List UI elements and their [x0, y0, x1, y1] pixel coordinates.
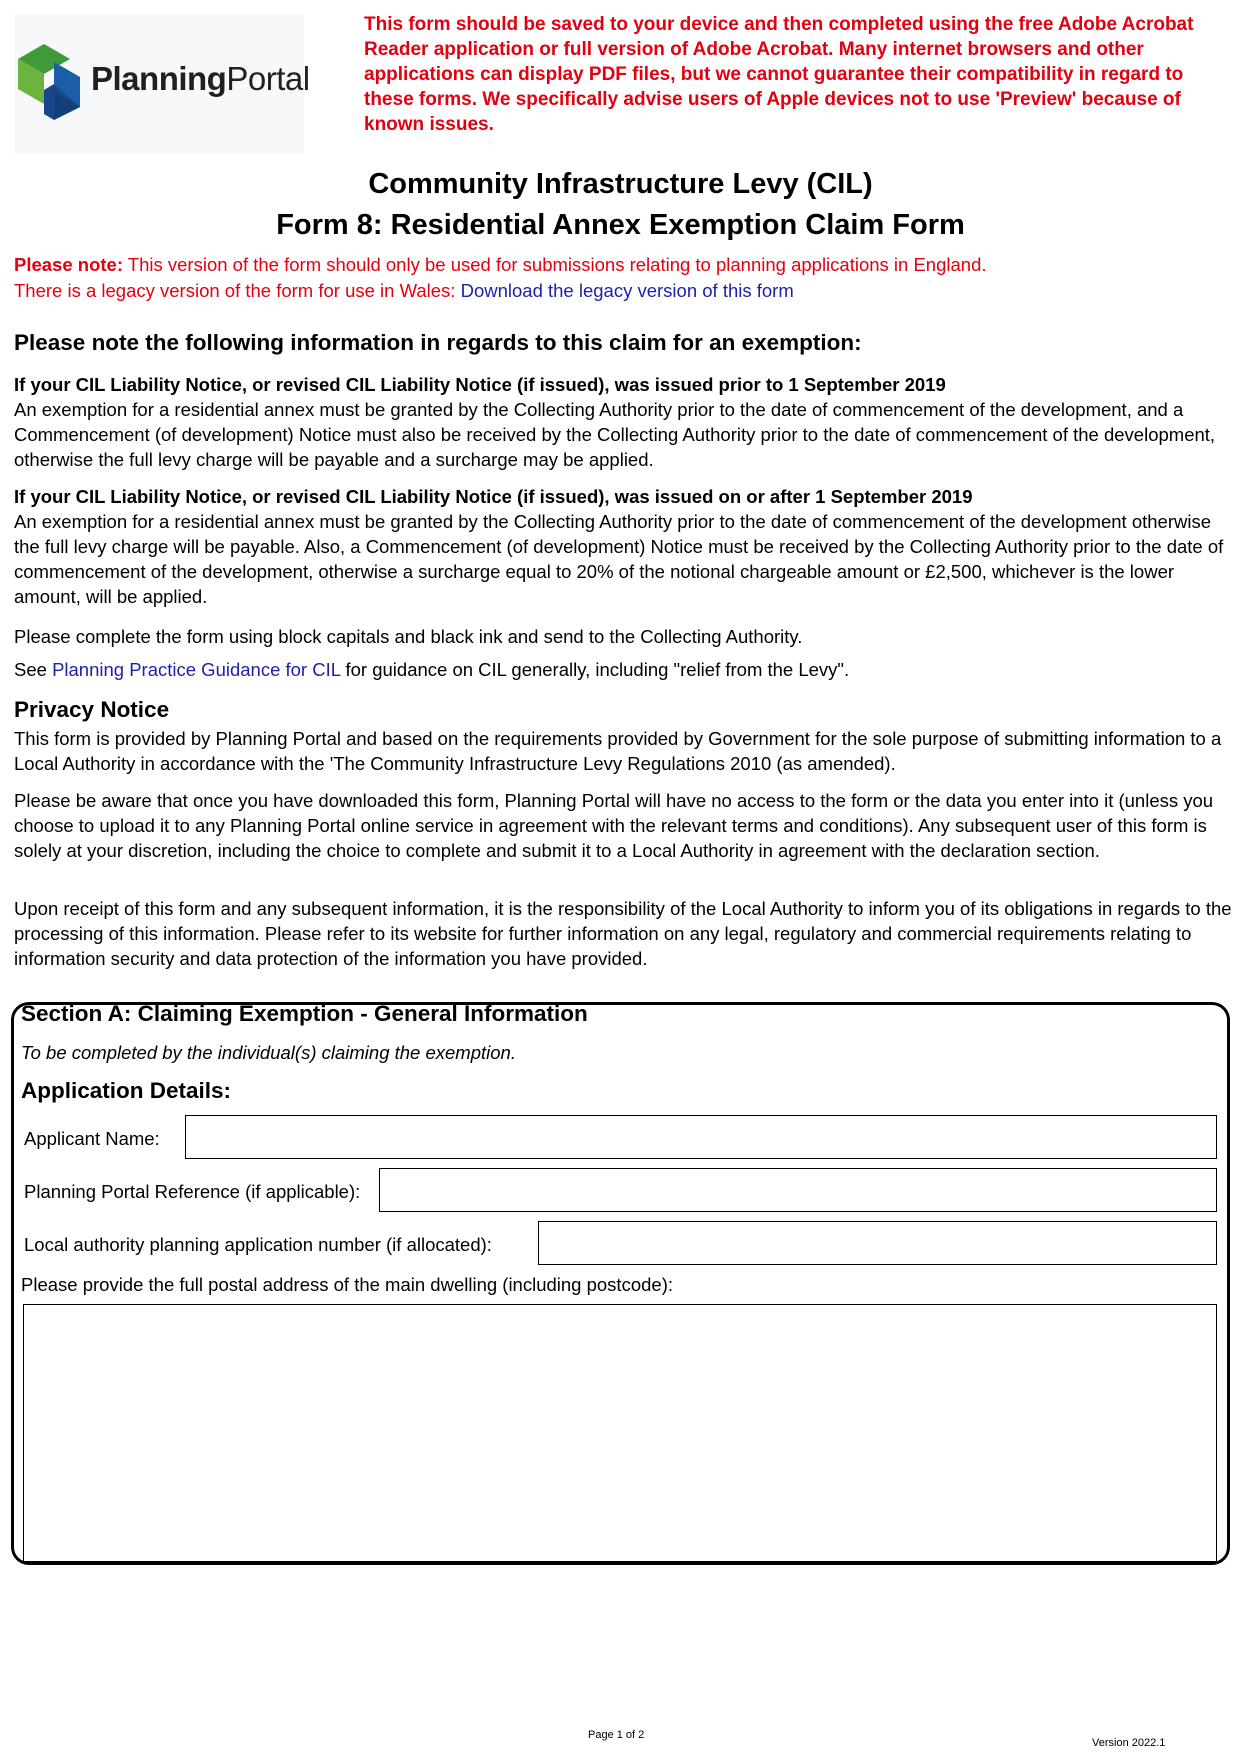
block1-heading: If your CIL Liability Notice, or revised CIL Liability Notice (if issued), was issued prior to 1 September 2019: [14, 374, 946, 395]
note-label: Please note:: [14, 254, 123, 275]
logo-wordmark: [91, 60, 310, 98]
address-label: Please provide the full postal address of the main dwelling (including postcode):: [21, 1274, 673, 1295]
privacy-para-2: Please be aware that once you have downloaded this form, Planning Portal will have no access to the form or the data you enter into it (unless you choose to upload it to any Planning Portal online service in agreement with the relevant terms and conditions). Any subsequent user of this form is solely at your discretion, including the choice to complete and submit it to a Local Authority in agreement with the declaration section.: [14, 790, 1214, 861]
application-details-heading: Application Details:: [21, 1078, 232, 1103]
block2-text: An exemption for a residential annex must be granted by the Collecting Authority prior to the date of commencement of the development otherwise the full levy charge will be payable. Also, a Commencement (of development) Notice must be received by the Collecting Authority prior to the date of commencement of the development, otherwise a surcharge equal to 20% of the notional chargeable amount or £2,500, whichever is the lower amount, will be applied.: [14, 511, 1224, 607]
guidance-link[interactable]: Planning Practice Guidance for CIL: [52, 659, 341, 680]
portal-reference-input[interactable]: [379, 1168, 1217, 1212]
complete-instructions: Please complete the form using block capitals and black ink and send to the Collecting Authority.: [14, 626, 803, 647]
info-heading: Please note the following information in regards to this claim for an exemption:: [14, 330, 862, 355]
see-suffix: for guidance on CIL generally, including "relief from the Levy".: [340, 659, 850, 680]
portal-reference-label: Planning Portal Reference (if applicable):: [24, 1181, 361, 1202]
logo-wordmark-light: Portal: [226, 60, 310, 97]
privacy-heading: Privacy Notice: [14, 697, 170, 722]
note-text-2: There is a legacy version of the form for use in Wales:: [14, 280, 461, 301]
privacy-para-3: Upon receipt of this form and any subsequent information, it is the responsibility of the Local Authority to inform you of its obligations in regards to the processing of this information. Please refer to its website for further information on any legal, regulatory and commercial requirements relating to information security and data protection of the information you have provided.: [14, 898, 1232, 969]
applicant-name-label: Applicant Name:: [24, 1128, 160, 1149]
version-label: Version 2022.1: [1092, 1737, 1166, 1749]
address-textarea[interactable]: [23, 1304, 1217, 1562]
see-prefix: See: [14, 659, 53, 680]
guidance-line: [14, 657, 1234, 682]
block2-heading: If your CIL Liability Notice, or revised CIL Liability Notice (if issued), was issued on or after 1 September 2019: [14, 486, 973, 507]
planning-portal-logo-icon: [16, 44, 82, 120]
section-a-subtitle: To be completed by the individual(s) claiming the exemption.: [21, 1042, 516, 1063]
legacy-form-link[interactable]: Download the legacy version of this form: [460, 280, 794, 301]
la-application-number-input[interactable]: [538, 1221, 1217, 1265]
logo-wordmark-bold: Planning: [91, 60, 227, 97]
note-text-1: This version of the form should only be used for submissions relating to planning applications in England.: [123, 254, 987, 275]
title-line-1: Community Infrastructure Levy (CIL): [368, 168, 873, 200]
applicant-name-input[interactable]: [185, 1115, 1217, 1159]
page-title: [0, 164, 1241, 246]
section-a-title: Section A: Claiming Exemption - General Information: [21, 1001, 588, 1026]
title-line-2: Form 8: Residential Annex Exemption Claim Form: [276, 209, 965, 241]
privacy-para-1: This form is provided by Planning Portal and based on the requirements provided by Government for the sole purpose of submitting information to a Local Authority in accordance with the 'The Community Infrastructure Levy Regulations 2010 (as amended).: [14, 728, 1222, 774]
version-note: [14, 252, 1214, 304]
la-application-number-label: Local authority planning application number (if allocated):: [24, 1234, 492, 1255]
compatibility-warning: This form should be saved to your device and then completed using the free Adobe Acrobat Reader application or full version of Adobe Acrobat. Many internet browsers and other applications can display PDF files, but we cannot guarantee their compatibility in regard to these forms. We specifically advise users of Apple devices not to use 'Preview' because of known issues.: [364, 14, 1194, 135]
block1-text: An exemption for a residential annex must be granted by the Collecting Authority prior to the date of commencement of the development, and a Commencement (of development) Notice must also be received by the Collecting Authority prior to the date of commencement of the development, otherwise the full levy charge will be payable and a surcharge may be applied.: [14, 399, 1216, 470]
page-number: Page 1 of 2: [588, 1729, 645, 1741]
